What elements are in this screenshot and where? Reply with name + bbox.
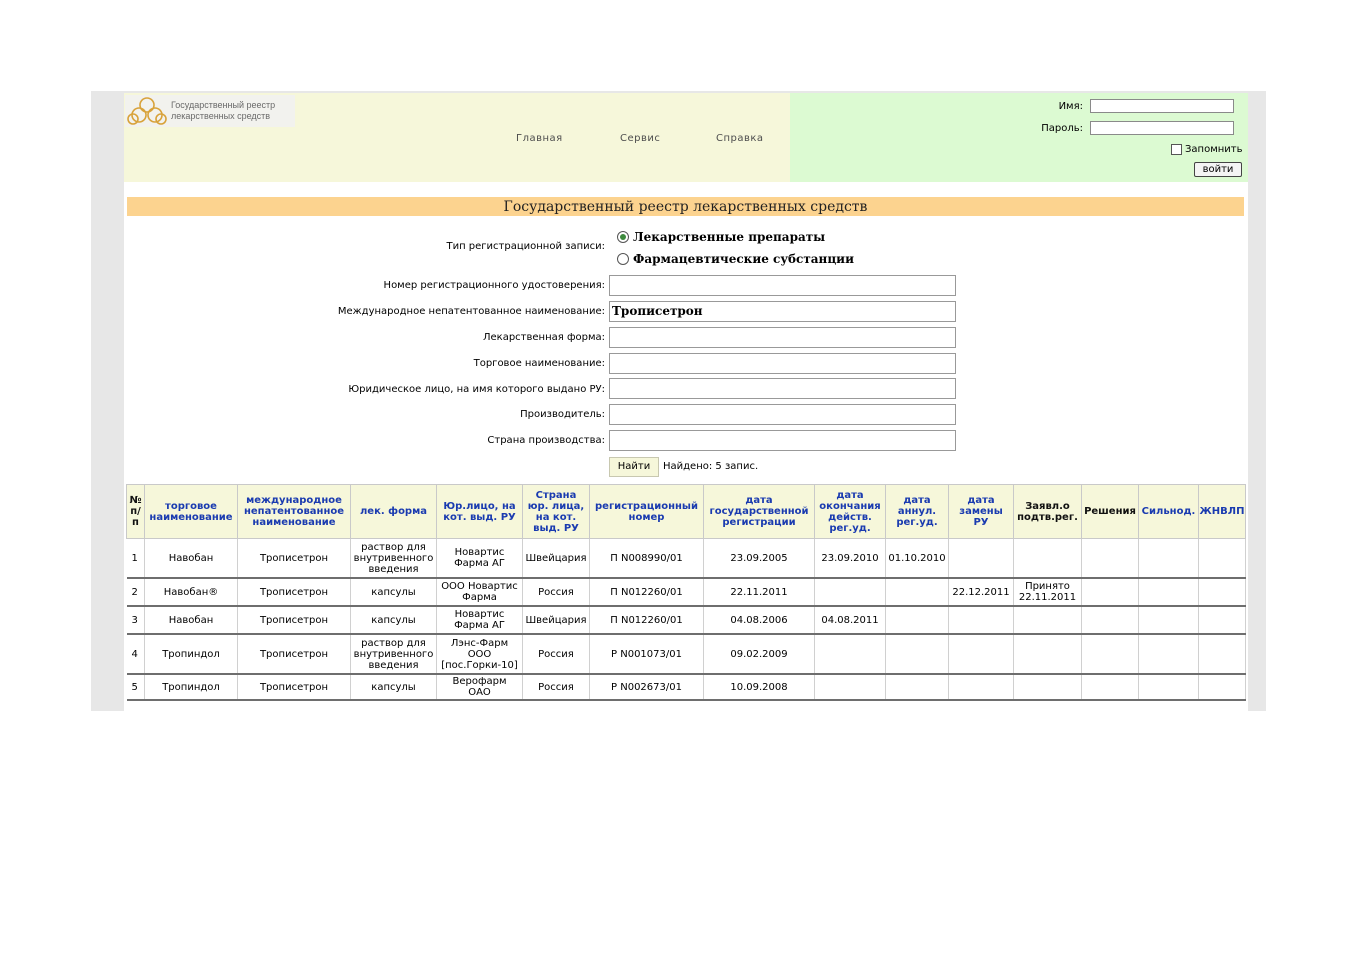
cell-legal-entity: Новартис Фарма АГ bbox=[437, 539, 523, 579]
cell-replace-date: 22.12.2011 bbox=[949, 578, 1014, 606]
cell-confirm-request bbox=[1014, 634, 1082, 674]
radio-drugs-indicator[interactable] bbox=[617, 231, 629, 243]
reg-number-label: Номер регистрационного удостоверения: bbox=[383, 280, 605, 291]
cell-annul-date bbox=[886, 674, 949, 700]
col-header-potent[interactable]: Сильнод. bbox=[1139, 485, 1199, 539]
cell-potent bbox=[1139, 634, 1199, 674]
cell-annul-date bbox=[886, 634, 949, 674]
table-row[interactable] bbox=[127, 539, 1246, 579]
cell-legal-entity: ООО Новартис Фарма bbox=[437, 578, 523, 606]
cell-inn: Трописетрон bbox=[238, 606, 351, 634]
col-header-replace-date[interactable]: дата замены РУ bbox=[949, 485, 1014, 539]
cell-confirm-request: Принято 22.11.2011 bbox=[1014, 578, 1082, 606]
cell-inn: Трописетрон bbox=[238, 674, 351, 700]
cell-reg-date: 22.11.2011 bbox=[704, 578, 815, 606]
login-button[interactable]: войти bbox=[1194, 162, 1242, 177]
cell-potent bbox=[1139, 674, 1199, 700]
cell-num: 3 bbox=[127, 606, 145, 634]
radio-drugs[interactable] bbox=[617, 230, 825, 244]
cell-vital-drugs bbox=[1199, 674, 1246, 700]
dosage-form-label: Лекарственная форма: bbox=[482, 332, 605, 343]
registration-type-label: Тип регистрационной записи: bbox=[446, 241, 605, 252]
cell-decisions bbox=[1082, 674, 1139, 700]
col-header-legal-entity[interactable]: Юр.лицо, на кот. выд. РУ bbox=[437, 485, 523, 539]
cell-legal-entity: Лэнс-Фарм ООО [пос.Горки-10] bbox=[437, 634, 523, 674]
cell-potent bbox=[1139, 606, 1199, 634]
table-row[interactable] bbox=[127, 634, 1246, 674]
cell-country: Россия bbox=[523, 674, 590, 700]
remember-checkbox[interactable] bbox=[1171, 144, 1182, 155]
cell-legal-entity: Верофарм ОАО bbox=[437, 674, 523, 700]
logo[interactable] bbox=[125, 95, 295, 127]
cell-country: Россия bbox=[523, 634, 590, 674]
cell-dosage-form: раствор для внутривенного введения bbox=[351, 539, 437, 579]
cell-trade-name: Тропиндол bbox=[145, 674, 238, 700]
cell-annul-date: 01.10.2010 bbox=[886, 539, 949, 579]
cell-annul-date bbox=[886, 578, 949, 606]
cell-inn: Трописетрон bbox=[238, 578, 351, 606]
col-header-reg-number[interactable]: регистрационный номер bbox=[590, 485, 704, 539]
cell-reg-number: Р N002673/01 bbox=[590, 674, 704, 700]
remember-label: Запомнить bbox=[1185, 144, 1243, 155]
cell-reg-number: П N008990/01 bbox=[590, 539, 704, 579]
cell-expiry-date bbox=[815, 674, 886, 700]
cell-vital-drugs bbox=[1199, 578, 1246, 606]
inn-label: Международное непатентованное наименование: bbox=[337, 306, 605, 317]
cell-vital-drugs bbox=[1199, 634, 1246, 674]
cell-annul-date bbox=[886, 606, 949, 634]
username-input[interactable] bbox=[1090, 99, 1234, 113]
cell-decisions bbox=[1082, 539, 1139, 579]
cell-num: 2 bbox=[127, 578, 145, 606]
radio-substances-indicator[interactable] bbox=[617, 253, 629, 265]
cell-reg-date: 10.09.2008 bbox=[704, 674, 815, 700]
nav-help[interactable]: Справка bbox=[716, 133, 764, 144]
cell-inn: Трописетрон bbox=[238, 539, 351, 579]
cell-reg-date: 09.02.2009 bbox=[704, 634, 815, 674]
cell-trade-name: Тропиндол bbox=[145, 634, 238, 674]
cell-reg-number: Р N001073/01 bbox=[590, 634, 704, 674]
table-row[interactable] bbox=[127, 606, 1246, 634]
cell-reg-number: П N012260/01 bbox=[590, 606, 704, 634]
cell-country: Швейцария bbox=[523, 539, 590, 579]
cell-decisions bbox=[1082, 634, 1139, 674]
cell-confirm-request bbox=[1014, 674, 1082, 700]
cell-legal-entity: Новартис Фарма АГ bbox=[437, 606, 523, 634]
cell-num: 4 bbox=[127, 634, 145, 674]
col-header-decisions: Решения bbox=[1082, 485, 1139, 539]
radio-substances-label: Фармацевтические субстанции bbox=[633, 252, 854, 266]
cell-dosage-form: раствор для внутривенного введения bbox=[351, 634, 437, 674]
logo-rings-icon bbox=[125, 95, 169, 127]
logo-line-2: лекарственных средств bbox=[171, 111, 271, 121]
cell-num: 5 bbox=[127, 674, 145, 700]
table-body bbox=[127, 539, 1246, 701]
nav-service[interactable]: Сервис bbox=[620, 133, 661, 144]
cell-country: Швейцария bbox=[523, 606, 590, 634]
legal-entity-label: Юридическое лицо, на имя которого выдано РУ: bbox=[348, 384, 605, 395]
country-input[interactable] bbox=[609, 430, 956, 451]
nav-home[interactable]: Главная bbox=[516, 133, 563, 144]
cell-trade-name: Навобан bbox=[145, 606, 238, 634]
col-header-num: № п/ п bbox=[127, 485, 145, 539]
cell-trade-name: Навобан bbox=[145, 539, 238, 579]
cell-vital-drugs bbox=[1199, 606, 1246, 634]
cell-inn: Трописетрон bbox=[238, 634, 351, 674]
inn-input[interactable]: Трописетрон bbox=[609, 301, 956, 322]
cell-confirm-request bbox=[1014, 606, 1082, 634]
cell-dosage-form: капсулы bbox=[351, 674, 437, 700]
page-title: Государственный реестр лекарственных средств bbox=[127, 197, 1244, 216]
cell-country: Россия bbox=[523, 578, 590, 606]
trade-name-label: Торговое наименование: bbox=[473, 358, 605, 369]
cell-expiry-date bbox=[815, 578, 886, 606]
cell-replace-date bbox=[949, 634, 1014, 674]
cell-expiry-date: 23.09.2010 bbox=[815, 539, 886, 579]
legal-entity-input[interactable] bbox=[609, 378, 956, 399]
cell-replace-date bbox=[949, 674, 1014, 700]
trade-name-input[interactable] bbox=[609, 353, 956, 374]
col-header-confirm-request: Заявл.о подтв.рег. bbox=[1014, 485, 1082, 539]
col-header-reg-date[interactable]: дата государственной регистрации bbox=[704, 485, 815, 539]
find-button[interactable]: Найти bbox=[609, 457, 659, 477]
password-label: Пароль: bbox=[1041, 123, 1083, 134]
cell-reg-date: 04.08.2006 bbox=[704, 606, 815, 634]
cell-confirm-request bbox=[1014, 539, 1082, 579]
table-row[interactable] bbox=[127, 578, 1246, 606]
cell-vital-drugs bbox=[1199, 539, 1246, 579]
cell-replace-date bbox=[949, 539, 1014, 579]
reg-number-input[interactable] bbox=[609, 275, 956, 296]
results-table bbox=[126, 484, 1246, 701]
manufacturer-input[interactable] bbox=[609, 404, 956, 425]
col-header-vital-drugs[interactable]: ЖНВЛП bbox=[1199, 485, 1246, 539]
cell-potent bbox=[1139, 578, 1199, 606]
cell-reg-number: П N012260/01 bbox=[590, 578, 704, 606]
cell-replace-date bbox=[949, 606, 1014, 634]
cell-decisions bbox=[1082, 606, 1139, 634]
cell-potent bbox=[1139, 539, 1199, 579]
col-header-trade-name[interactable]: торговое наименование bbox=[145, 485, 238, 539]
cell-num: 1 bbox=[127, 539, 145, 579]
radio-substances[interactable] bbox=[617, 252, 854, 266]
table-header-row bbox=[127, 485, 1246, 539]
cell-expiry-date bbox=[815, 634, 886, 674]
cell-dosage-form: капсулы bbox=[351, 578, 437, 606]
cell-trade-name: Навобан® bbox=[145, 578, 238, 606]
results-count: Найдено: 5 запис. bbox=[663, 461, 759, 472]
username-label: Имя: bbox=[1058, 101, 1083, 112]
dosage-form-input[interactable] bbox=[609, 327, 956, 348]
cell-expiry-date: 04.08.2011 bbox=[815, 606, 886, 634]
cell-decisions bbox=[1082, 578, 1139, 606]
cell-reg-date: 23.09.2005 bbox=[704, 539, 815, 579]
radio-drugs-label: Лекарственные препараты bbox=[633, 230, 826, 244]
table-row[interactable] bbox=[127, 674, 1246, 700]
password-input[interactable] bbox=[1090, 121, 1234, 135]
col-header-inn[interactable]: международное непатентованное наименование bbox=[238, 485, 351, 539]
col-header-dosage-form[interactable]: лек. форма bbox=[351, 485, 437, 539]
manufacturer-label: Производитель: bbox=[520, 409, 605, 420]
col-header-expiry-date[interactable]: дата окончания действ. рег.уд. bbox=[815, 485, 886, 539]
col-header-country[interactable]: Страна юр. лица, на кот. выд. РУ bbox=[523, 485, 590, 539]
col-header-annul-date[interactable]: дата аннул. рег.уд. bbox=[886, 485, 949, 539]
logo-line-1: Государственный реестр bbox=[171, 100, 276, 110]
country-label: Страна производства: bbox=[487, 435, 605, 446]
cell-dosage-form: капсулы bbox=[351, 606, 437, 634]
